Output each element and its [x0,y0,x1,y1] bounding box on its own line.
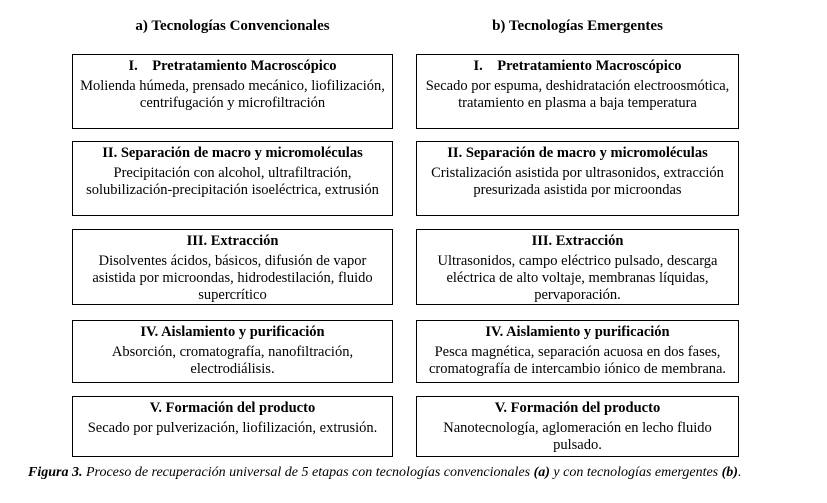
left-stage-3-heading: III. Extracción [186,233,279,249]
caption-label: Figura 3. [28,465,83,480]
right-stage-2-body: Cristalización asistida por ultrasonidos, extracción presurizada asistida por microondas [431,165,724,198]
right-stage-4-body: Pesca magnética, separación acuosa en dos fases, cromatografía de intercambio iónico de membrana. [428,344,727,377]
right-stage-2-box [416,141,739,216]
left-stage-1-body: Molienda húmeda, prensado mecánico, liofilización, centrifugación y microfiltración [80,78,385,111]
caption-text-3: . [737,465,742,480]
left-stage-5-body: Secado por pulverización, liofilización, extrusión. [87,420,378,436]
right-stage-5-heading: V. Formación del producto [494,400,661,416]
right-column-title: b) Tecnologías Emergentes [492,18,663,34]
right-stage-4-box [416,320,739,383]
right-stage-3-box [416,229,739,305]
left-stage-3-box [72,229,393,305]
caption-mark-a: (a) [533,465,550,480]
left-stage-4-box [72,320,393,383]
right-stage-5-box [416,396,739,457]
left-column-title: a) Tecnologías Convencionales [135,18,330,34]
left-stage-4-body: Absorción, cromatografía, nanofiltración, electrodiálisis. [111,344,354,377]
left-stage-2-heading: II. Separación de macro y micromoléculas [102,145,363,161]
figure-caption [28,465,741,481]
right-stage-4-heading: IV. Aislamiento y purificación [485,324,670,340]
left-stage-3-body: Disolventes ácidos, básicos, difusión de vapor asistida por microondas, hidrodestilación, fluido supercrítico [92,253,373,303]
left-stage-2-body: Precipitación con alcohol, ultrafiltración, solubilización-precipitación isoeléctrica, extrusión [86,165,379,198]
right-stage-2-heading: II. Separación de macro y micromoléculas [447,145,708,161]
right-stage-1-body: Secado por espuma, deshidratación electroosmótica, tratamiento en plasma a baja temperatura [425,78,730,111]
left-stage-4-heading: IV. Aislamiento y purificación [140,324,325,340]
right-stage-1-heading: I. Pretratamiento Macroscópico [473,58,682,74]
right-stage-5-body: Nanotecnología, aglomeración en lecho fluido pulsado. [443,420,712,453]
left-stage-5-heading: V. Formación del producto [149,400,316,416]
left-stage-5-box [72,396,393,457]
caption-text-1: Proceso de recuperación universal de 5 etapas con tecnologías convencionales [82,465,534,480]
right-stage-3-heading: III. Extracción [531,233,624,249]
caption-text-2: y con tecnologías emergentes [549,465,722,480]
right-stage-1-box [416,54,739,129]
left-stage-1-box [72,54,393,129]
caption-mark-b: (b) [721,465,738,480]
right-stage-3-body: Ultrasonidos, campo eléctrico pulsado, descarga eléctrica de alto voltaje, membranas líquidas, pervaporación. [437,253,718,303]
left-stage-1-heading: I. Pretratamiento Macroscópico [128,58,337,74]
left-stage-2-box [72,141,393,216]
